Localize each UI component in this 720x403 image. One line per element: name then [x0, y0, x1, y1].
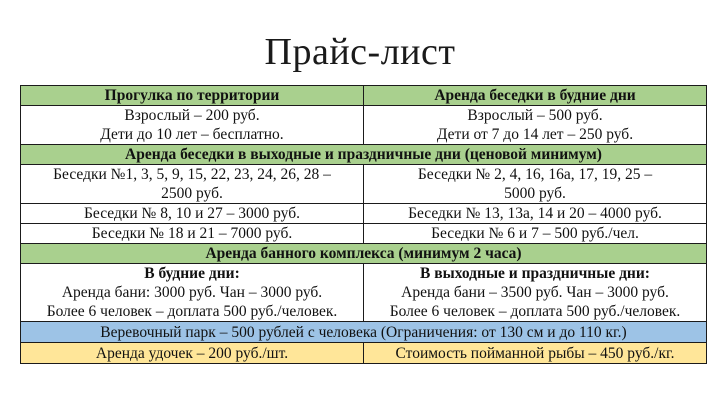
gazebo-weekday-prices	[364, 106, 707, 145]
gazebo-weekend-left-3: Беседки № 18 и 21 – 7000 руб.	[21, 224, 364, 244]
gazebo-weekend-right-1	[364, 165, 707, 204]
walk-header: Прогулка по территории	[21, 86, 364, 106]
walk-prices	[21, 106, 364, 145]
bath-weekend-label: В выходные и праздничные дни:	[420, 265, 650, 282]
gazebo-weekday-children: Дети от 7 до 14 лет – 250 руб.	[436, 126, 634, 143]
bath-weekday	[21, 264, 364, 322]
bath-weekday-line1: Аренда бани: 3000 руб. Чан – 3000 руб.	[61, 284, 323, 301]
gazebo-weekend-header: Аренда беседки в выходные и праздничные дни (ценовой минимум)	[21, 145, 707, 165]
gazebo-weekend-right-3: Беседки № 6 и 7 – 500 руб./чел.	[364, 224, 707, 244]
gazebo-weekday-header: Аренда беседки в будние дни	[364, 86, 707, 106]
bath-header: Аренда банного комплекса (минимум 2 часа)	[21, 244, 707, 264]
bath-weekend	[364, 264, 707, 322]
bath-weekday-line2: Более 6 человек – доплата 500 руб./человек.	[46, 303, 338, 320]
price-table	[20, 85, 707, 364]
gazebo-weekend-right-1-line1: Беседки № 2, 4, 16, 16а, 17, 19, 25 –	[417, 166, 653, 183]
gazebo-weekday-adult: Взрослый – 500 руб.	[467, 107, 603, 124]
bath-weekday-label: В будние дни:	[144, 265, 240, 282]
gazebo-weekend-left-1-line2: 2500 руб.	[161, 185, 223, 202]
page-title: Прайс-лист	[264, 31, 456, 73]
walk-adult: Взрослый – 200 руб.	[124, 107, 260, 124]
gazebo-weekend-right-2: Беседки № 13, 13а, 14 и 20 – 4000 руб.	[364, 204, 707, 224]
gazebo-weekend-right-1-line2: 5000 руб.	[504, 185, 566, 202]
bath-weekend-line1: Аренда бани – 3500 руб. Чан – 3000 руб.	[401, 284, 669, 301]
fishing-rod-rental: Аренда удочек – 200 руб./шт.	[21, 343, 364, 364]
gazebo-weekend-left-1-line1: Беседки №1, 3, 5, 9, 15, 22, 23, 24, 26, 28 –	[53, 166, 331, 183]
walk-children: Дети до 10 лет – бесплатно.	[100, 126, 284, 143]
rope-park-row: Веревочный парк – 500 рублей с человека (Ограничения: от 130 см и до 110 кг.)	[21, 322, 707, 343]
bath-weekend-line2: Более 6 человек – доплата 500 руб./человек.	[389, 303, 681, 320]
fish-catch-price: Стоимость пойманной рыбы – 450 руб./кг.	[364, 343, 707, 364]
gazebo-weekend-left-1	[21, 165, 364, 204]
gazebo-weekend-left-2: Беседки № 8, 10 и 27 – 3000 руб.	[21, 204, 364, 224]
